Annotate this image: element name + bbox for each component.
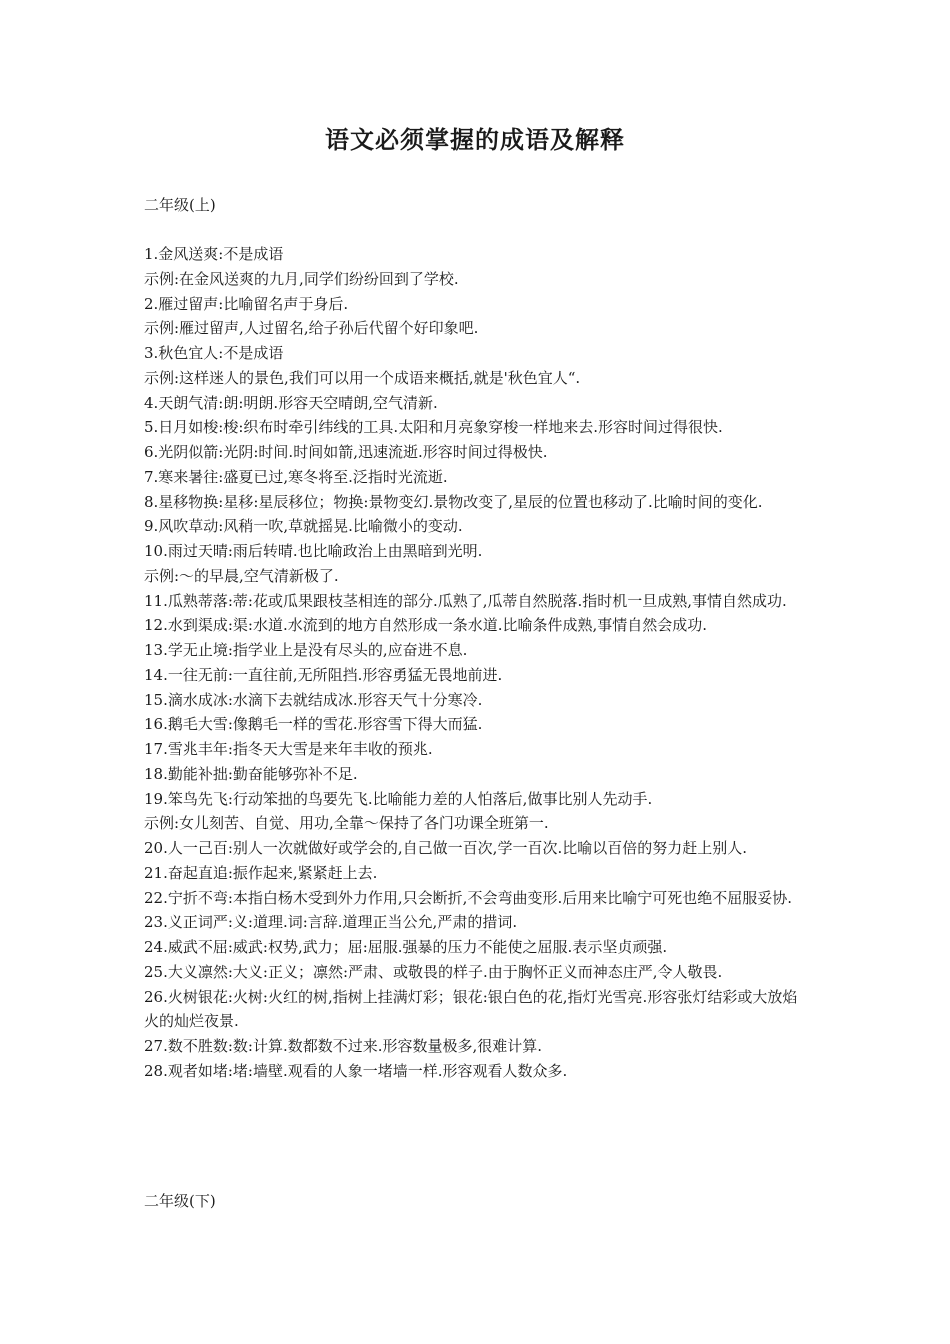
text-line: 3.秋色宜人:不是成语 [144,344,284,362]
text-line: 11.瓜熟蒂落:蒂:花或瓜果跟枝茎相连的部分.瓜熟了,瓜蒂自然脱落.指时机一旦成熟,事情自然成功. [144,591,787,610]
text-line: 12.水到渠成:渠:水道.水流到的地方自然形成一条水道.比喻条件成熟,事情自然会成功. [144,616,708,635]
text-line: 16.鹅毛大雪:像鹅毛一样的雪花.形容雪下得大而猛. [144,715,483,734]
text-line: 23.义正词严:义:道理.词:言辞.道理正当公允,严肃的措词. [144,913,518,932]
text-line: 27.数不胜数:数:计算.数都数不过来.形容数量极多,很难计算. [144,1037,543,1055]
text-line: 13.学无止境:指学业上是没有尽头的,应奋进不息. [144,641,468,659]
text-line: 1.金风送爽:不是成语 [144,245,284,263]
text-line: 6.光阴似箭:光阴:时间.时间如箭,迅速流逝.形容时间过得极快. [144,443,548,461]
text-line: 26.火树银花:火树:火红的树,指树上挂满灯彩；银花:银白色的花,指灯光雪亮.形容张灯结彩或大放焰火的灿烂夜景. [144,987,798,1031]
text-line: 示例:～的早晨,空气清新极了. [144,566,339,585]
text-line: 18.勤能补拙:勤奋能够弥补不足. [144,764,358,783]
text-line: 示例:女儿刻苦、自觉、用功,全靠～保持了各门功课全班第一. [144,814,549,833]
text-line: 示例:雁过留声,人过留名,给子孙后代留个好印象吧. [144,319,479,338]
text-line: 10.雨过天晴:雨后转晴.也比喻政治上由黑暗到光明. [144,542,483,560]
text-line: 20.人一己百:别人一次就做好或学会的,自己做一百次,学一百次.比喻以百倍的努力赶上别人. [144,839,747,857]
section-heading-grade2-first: 二年级(上) [144,196,216,214]
idiom-list [144,242,812,1084]
text-line: 14.一往无前:一直往前,无所阻挡.形容勇猛无畏地前进. [144,665,503,684]
text-line: 5.日月如梭:梭:织布时牵引纬线的工具.太阳和月亮象穿梭一样地来去.形容时间过得很快. [144,418,723,437]
text-line: 7.寒来暑往:盛夏已过,寒冬将至.泛指时光流逝. [144,467,448,486]
text-line: 22.宁折不弯:本指白杨木受到外力作用,只会断折,不会弯曲变形.后用来比喻宁可死也绝不屈服妥协. [144,888,792,907]
text-line: 24.威武不屈:威武:权势,武力；屈:屈服.强暴的压力不能使之屈服.表示坚贞顽强. [144,938,668,956]
text-line: 25.大义凛然:大义:正义；凛然:严肃、或敬畏的样子.由于胸怀正义而神态庄严,令人敬畏. [144,962,723,981]
text-line: 示例:这样迷人的景色,我们可以用一个成语来概括,就是'秋色宜人“. [144,368,581,387]
text-line: 21.奋起直追:振作起来,紧紧赶上去. [144,863,378,882]
text-line: 2.雁过留声:比喻留名声于身后. [144,294,349,313]
text-line: 15.滴水成冰:水滴下去就结成冰.形容天气十分寒冷. [144,690,483,709]
text-line: 17.雪兆丰年:指冬天大雪是来年丰收的预兆. [144,740,433,758]
text-line: 示例:在金风送爽的九月,同学们纷纷回到了学校. [144,269,459,288]
text-line: 19.笨鸟先飞:行动笨拙的鸟要先飞.比喻能力差的人怕落后,做事比别人先动手. [144,789,653,808]
text-line: 8.星移物换:星移:星辰移位；物换:景物变幻.景物改变了,星辰的位置也移动了.比喻时间的变化. [144,492,763,511]
document-title: 语文必须掌握的成语及解释 [325,126,625,154]
text-line: 9.风吹草动:风稍一吹,草就摇晃.比喻微小的变动. [144,517,463,536]
text-line: 28.观者如堵:堵:墙壁.观看的人象一堵墙一样.形容观看人数众多. [144,1061,568,1080]
text-line: 4.天朗气清:朗:明朗.形容天空晴朗,空气清新. [144,393,438,412]
section-heading-grade2-second: 二年级(下) [144,1192,216,1210]
